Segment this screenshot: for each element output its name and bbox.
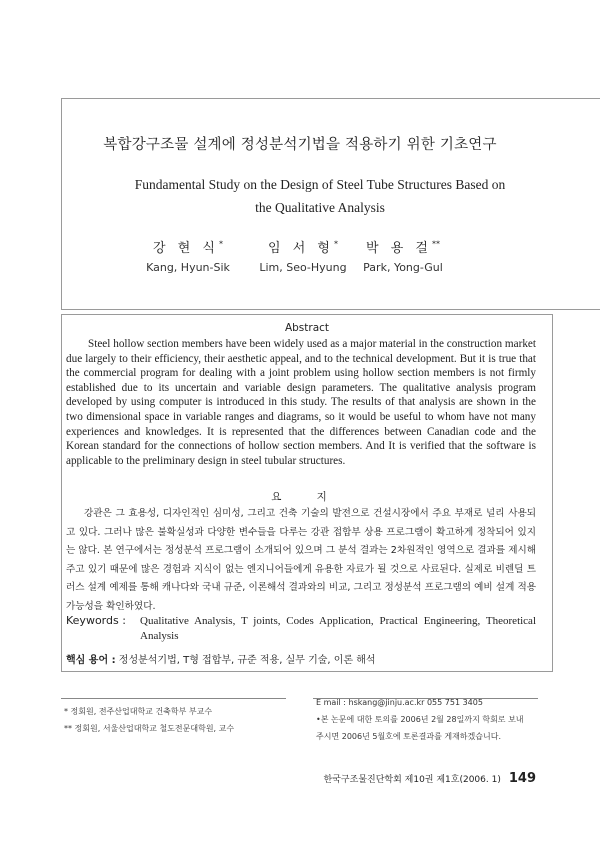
author-3-korean-name: 박 용 걸 [366, 241, 432, 256]
page-number: 149 [508, 771, 536, 786]
footnotes-left [64, 703, 234, 737]
paper-title-korean: 복합강구조물 설계에 정성분석기법을 적용하기 위한 기초연구 [103, 137, 497, 153]
author-3-affiliation-mark: ** [431, 239, 440, 249]
abstract-text: Steel hollow section members have been widely used as a major material in the construction market due largely to their efficiency, their aesthetic appeal, and to the technical development. But it is true that the commercial program for dealing with a joint problem using hollow section members is not firmly established due to its uncertain and variable design parameters. The qualitative analysis program developed by using computer is introduced in this study. The results of that analysis are shown in the two dimensional space in variable ranges and diagrams, so it would be useful to whom have not many experiences and knowledges. It is represented that the differences between Canadian code and the Korean standard for the connections of hollow section members. And It is verified that the software is applicable to the preliminary design in steel tubular structures. [66, 338, 536, 467]
author-1-korean-name: 강 현 식 [153, 241, 219, 256]
author-1-affiliation-mark: * [218, 239, 223, 249]
footnote-affiliation-2: ** 정회원, 서울산업대학교 철도전문대학원, 교수 [64, 724, 235, 733]
english-title-line-1: Fundamental Study on the Design of Steel Tube Structures Based on [134, 177, 506, 192]
author-2-english-name: Lim, Seo-Hyung [259, 261, 347, 274]
keywords-label: Keywords : [66, 614, 126, 627]
korean-keywords-text: 정성분석기법, T형 접합부, 규준 적용, 실무 기술, 이론 해석 [118, 655, 376, 666]
author-1-english-name: Kang, Hyun-Sik [146, 261, 230, 274]
korean-keywords-label: 핵심 용어 : [66, 655, 116, 666]
paper-title-english [100, 173, 540, 219]
keywords-text: Qualitative Analysis, T joints, Codes Application, Practical Engineering, Theoretical Analysis [140, 615, 536, 642]
english-title-line-2: the Qualitative Analysis [255, 200, 385, 215]
author-2-affiliation-mark: * [333, 239, 338, 249]
author-2-korean-name: 임 서 형 [268, 241, 334, 256]
page-footer [324, 771, 536, 786]
footnote-email: E mail : hskang@jinju.ac.kr 055 751 3405 [316, 698, 483, 707]
footnote-divider-left [61, 698, 286, 699]
author-3-english-name: Park, Yong-Gul [363, 261, 443, 274]
footnote-affiliation-1: * 정회원, 전주산업대학교 건축학부 부교수 [64, 707, 213, 716]
korean-abstract-text: 강관은 그 효용성, 디자인적인 심미성, 그리고 건축 기술의 발전으로 건설시장에서 주요 부재로 널리 사용되고 있다. 그러나 많은 불확실성과 다양한 변수들을 다루는 강관 접합부 상용 프로그램이 확고하게 정착되어 있지는 않다. 본 연구에서는 정성분석 프로그램이 소개되어 있으며 그 분석 결과는 2차원적인 영역으로 결과를 제시해 주고 있기 때문에 많은 경험과 지식이 없는 엔지니어들에게 유용한 자료가 될 것으로 사료된다. 실제로 비렌딜 트러스 설계 예제를 통해 캐나다와 국내 규준, 이론해석 결과와의 비교, 그리고 정성분석 프로그램의 예비 설계 적용 가능성을 확인하였다. [66, 508, 536, 612]
abstract-heading: Abstract [284, 322, 330, 334]
journal-citation: 한국구조물진단학회 제10권 제1호(2006. 1) [323, 775, 501, 785]
author-3 [343, 237, 463, 274]
footnote-discussion-1: •본 논문에 대한 토의를 2006년 2월 28일까지 학회로 보내 [316, 715, 524, 724]
footnotes-right [316, 694, 544, 745]
korean-keywords [66, 651, 376, 666]
author-1 [128, 237, 248, 274]
footnote-discussion-2: 주시면 2006년 5월호에 토론결과를 게재하겠습니다. [316, 732, 501, 741]
korean-abstract-heading: 요 지 [271, 491, 343, 503]
